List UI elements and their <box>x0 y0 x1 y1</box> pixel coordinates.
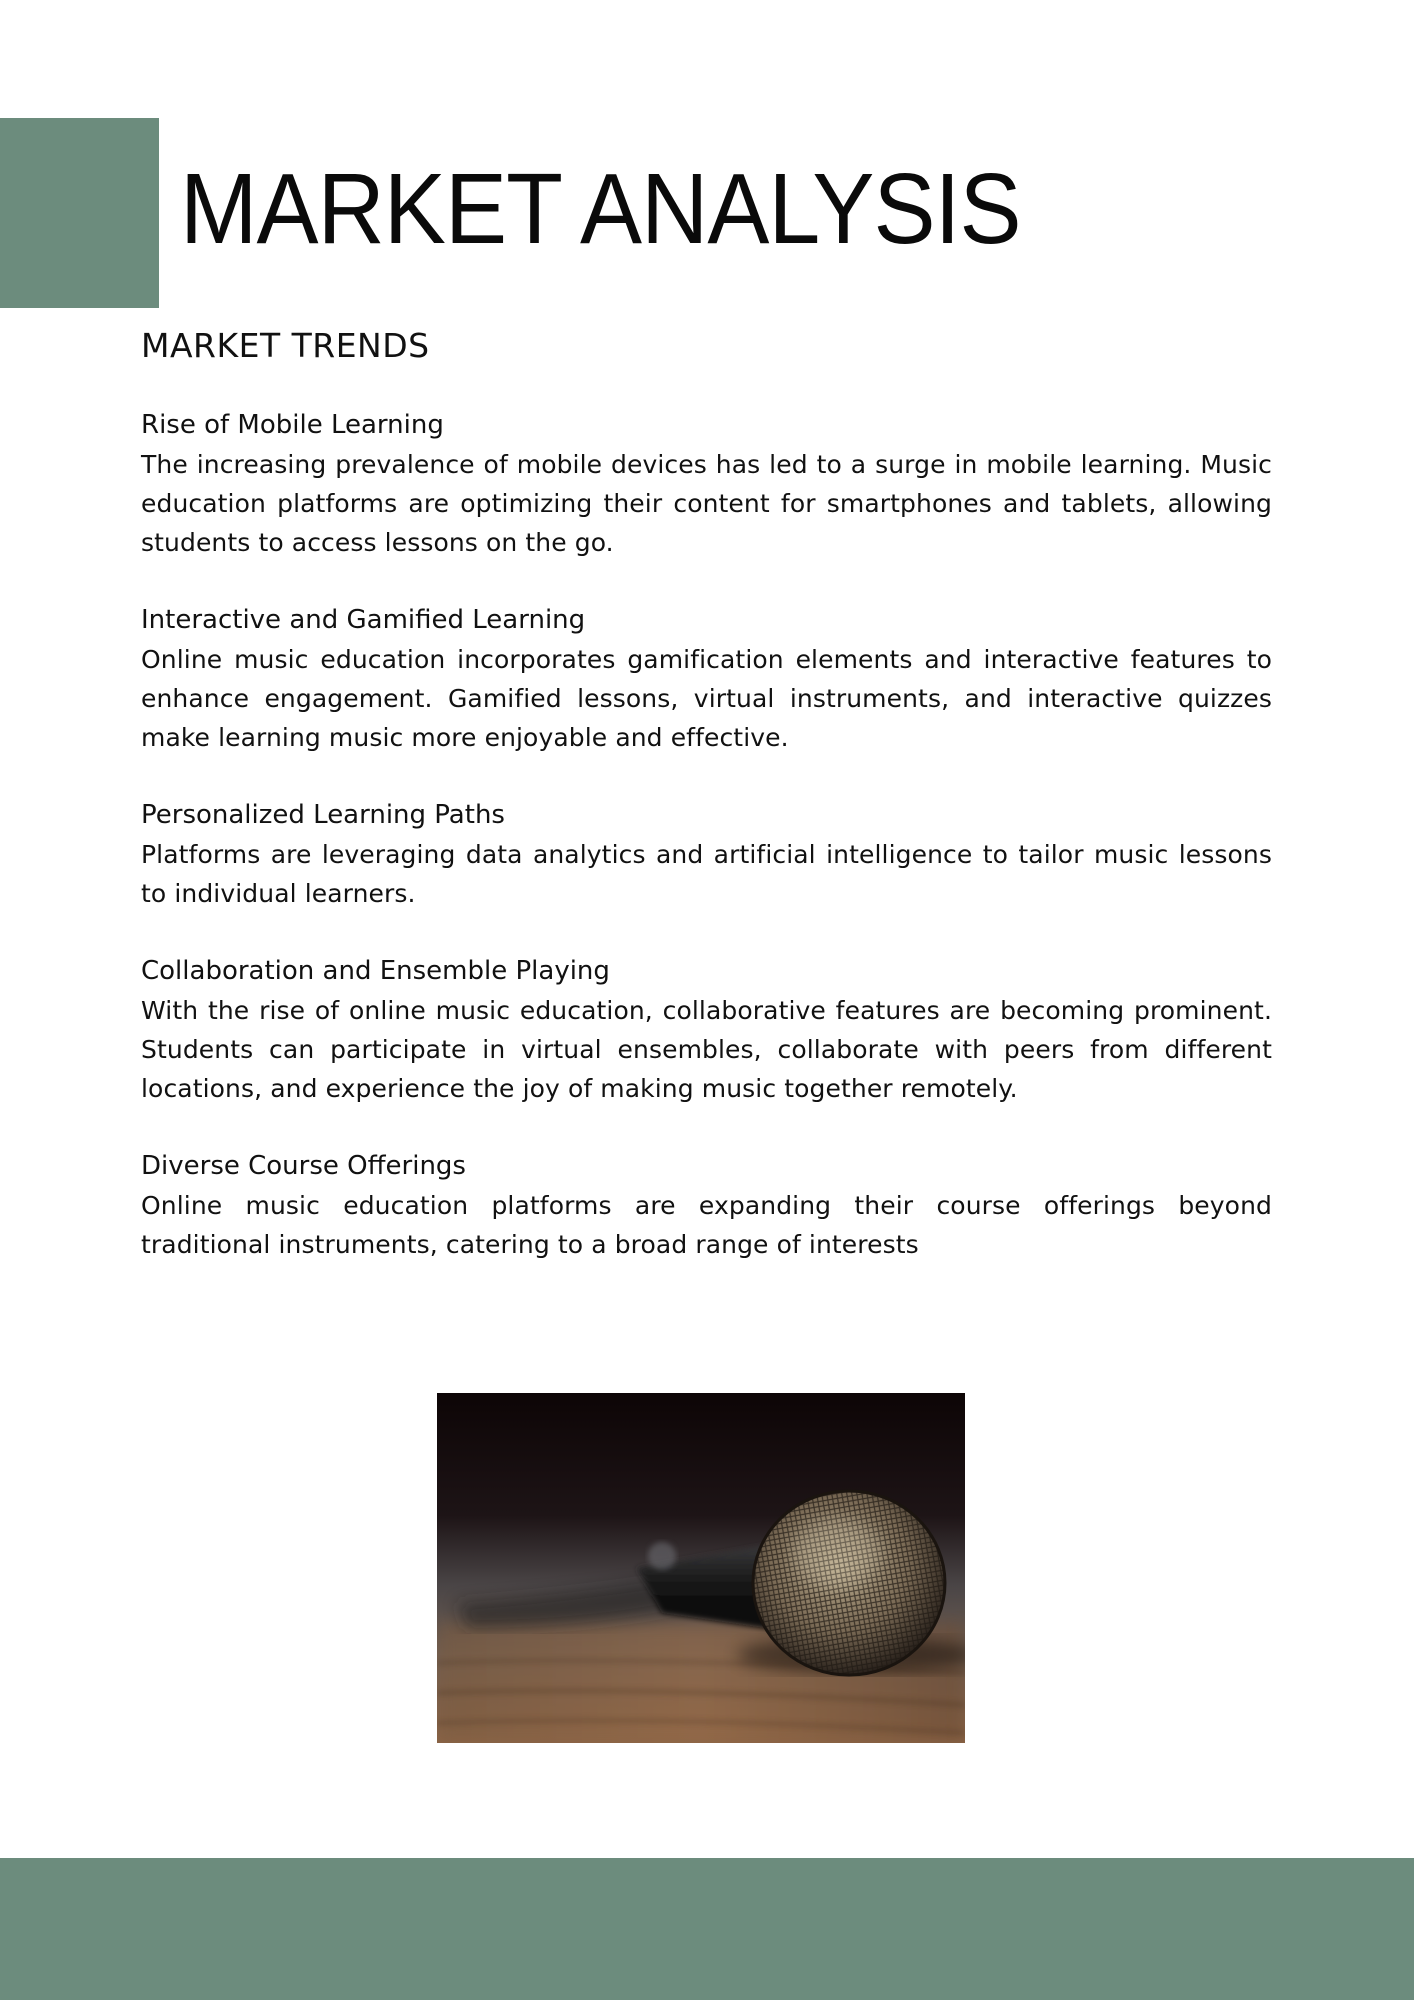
main-content <box>141 322 1272 1303</box>
trend-item <box>141 952 1272 1108</box>
trend-title: Rise of Mobile Learning <box>141 410 444 440</box>
trend-title: Interactive and Gamified Learning <box>141 605 586 635</box>
trend-body: With the rise of online music education, collaborative features are becoming prominent. Students can participate in virtual ensembles, collaborate with peers from different locations, and experience the joy of making music together remotely. <box>141 996 1272 1103</box>
footer-band <box>0 1858 1414 2000</box>
trend-title: Diverse Course Offerings <box>141 1151 466 1181</box>
trend-title: Collaboration and Ensemble Playing <box>141 956 610 986</box>
trend-body: Platforms are leveraging data analytics and artificial intelligence to tailor music lessons to individual learners. <box>141 840 1272 908</box>
page-title: MARKET ANALYSIS <box>180 153 1021 265</box>
accent-block <box>0 118 159 308</box>
trend-item <box>141 796 1272 913</box>
trend-body: The increasing prevalence of mobile devices has led to a surge in mobile learning. Music education platforms are optimizing their content for smartphones and tablets, allowing students to access lessons on the go. <box>141 450 1272 557</box>
section-heading: MARKET TRENDS <box>141 326 430 365</box>
trend-title: Personalized Learning Paths <box>141 800 505 830</box>
trend-item <box>141 1147 1272 1264</box>
microphone-photo <box>437 1393 965 1743</box>
trend-item <box>141 601 1272 757</box>
trend-body: Online music education incorporates gamification elements and interactive features to enhance engagement. Gamified lessons, virtual instruments, and interactive quizzes make learning music more enjoyable and effective. <box>141 645 1272 752</box>
trend-item <box>141 406 1272 562</box>
trend-body: Online music education platforms are expanding their course offerings beyond traditional instruments, catering to a broad range of interests <box>141 1191 1272 1259</box>
